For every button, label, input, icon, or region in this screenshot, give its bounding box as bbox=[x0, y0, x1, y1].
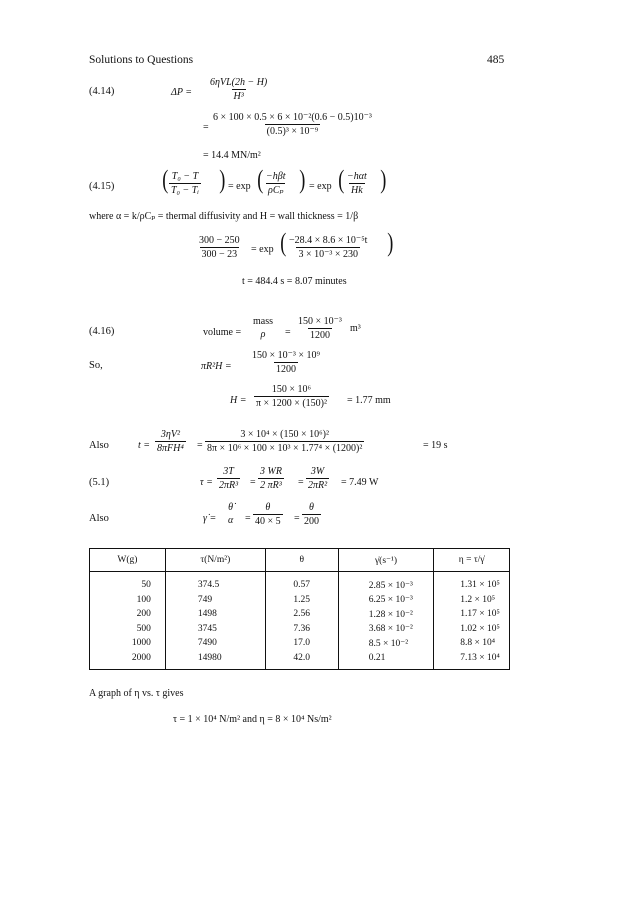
denominator: 2πR² bbox=[308, 480, 328, 491]
equals-sign: = bbox=[245, 513, 251, 524]
cell-gamma: 8.5 × 10⁻² bbox=[338, 636, 433, 651]
denominator: H³ bbox=[233, 91, 244, 102]
cell-w: 200 bbox=[90, 607, 166, 622]
numerator: T₀ − T bbox=[171, 171, 199, 182]
eq416-fraction-mass bbox=[251, 316, 275, 340]
denominator: 200 bbox=[304, 516, 319, 527]
equals-sign: = bbox=[298, 477, 304, 488]
numerator: 3 × 10⁴ × (150 × 10⁶)² bbox=[240, 429, 329, 440]
cell-gamma: 6.25 × 10⁻³ bbox=[338, 593, 433, 608]
header-theta: θ bbox=[265, 549, 338, 572]
left-paren: ( bbox=[338, 165, 345, 194]
numerator: 300 − 250 bbox=[199, 235, 240, 246]
denominator: ρCₚ bbox=[268, 185, 284, 196]
right-paren: ) bbox=[299, 165, 306, 194]
eq415-fraction-b bbox=[264, 171, 288, 196]
eq414-fraction-1 bbox=[208, 77, 269, 102]
cell-w: 1000 bbox=[90, 636, 166, 651]
data-table bbox=[89, 548, 510, 670]
right-paren: ) bbox=[219, 165, 226, 194]
numerator: θ bbox=[309, 502, 314, 513]
tau-result: = 7.49 W bbox=[341, 477, 379, 488]
eq416-fraction-pi bbox=[250, 350, 322, 375]
cell-w: 500 bbox=[90, 622, 166, 637]
right-paren: ) bbox=[387, 228, 394, 257]
eq414-fraction-2 bbox=[211, 112, 374, 137]
denominator: π × 1200 × (150)² bbox=[256, 398, 327, 409]
eq51-fraction-i bbox=[302, 502, 321, 527]
table-row bbox=[90, 636, 510, 651]
also-word-2: Also bbox=[89, 513, 109, 524]
cell-eta: 7.13 × 10⁴ bbox=[434, 651, 510, 670]
delta-p-lhs: ΔP = bbox=[171, 87, 193, 98]
table-row bbox=[90, 593, 510, 608]
t-result: = 19 s bbox=[423, 440, 448, 451]
numerator: θ bbox=[265, 502, 271, 513]
volume-lhs: volume = bbox=[203, 327, 242, 338]
denominator: α bbox=[228, 515, 234, 526]
numerator: 3ηV² bbox=[160, 429, 180, 440]
cell-tau: 7490 bbox=[165, 636, 265, 651]
eq415-fraction-e bbox=[287, 235, 369, 260]
cell-theta: 1.25 bbox=[265, 593, 338, 608]
denominator: 2 πR³ bbox=[260, 480, 282, 491]
eq416-fraction-t1 bbox=[155, 429, 186, 454]
denominator: 8π × 10⁶ × 100 × 10³ × 1.77⁴ × (1200)² bbox=[207, 443, 363, 454]
table-row bbox=[90, 572, 510, 593]
cell-eta: 1.31 × 10⁵ bbox=[434, 572, 510, 593]
denominator: Hk bbox=[351, 185, 363, 196]
volume-unit: m³ bbox=[350, 323, 361, 334]
cell-theta: 2.56 bbox=[265, 607, 338, 622]
where-definition: α = k/ρCₚ = thermal diffusivity and H = wall thickness = 1/β bbox=[115, 211, 359, 222]
numerator: −hαt bbox=[347, 171, 367, 182]
numerator: θ̇ bbox=[228, 502, 234, 513]
exp-operator: = exp bbox=[251, 244, 274, 255]
denominator: 1200 bbox=[276, 364, 297, 375]
cell-tau: 1498 bbox=[165, 607, 265, 622]
eq51-fraction-a bbox=[217, 466, 240, 491]
denominator: (0.5)³ × 10⁻⁹ bbox=[266, 126, 319, 137]
cell-tau: 749 bbox=[165, 593, 265, 608]
eq415-fraction-a bbox=[169, 171, 201, 196]
eq415-fraction-d bbox=[197, 235, 242, 260]
denominator: 3 × 10⁻³ × 230 bbox=[298, 249, 359, 260]
where-line bbox=[89, 212, 358, 222]
equals-sign: = bbox=[285, 327, 291, 338]
table-row bbox=[90, 607, 510, 622]
eq51-fraction-g bbox=[226, 502, 235, 526]
cell-theta: 7.36 bbox=[265, 622, 338, 637]
denominator: 1200 bbox=[309, 330, 330, 341]
cell-theta: 17.0 bbox=[265, 636, 338, 651]
cell-w: 50 bbox=[90, 572, 166, 593]
numerator: 6ηVL(2h − H) bbox=[210, 77, 268, 88]
numerator: 150 × 10⁶ bbox=[271, 384, 312, 395]
denominator: ρ bbox=[260, 329, 266, 340]
header-gamma-dot: γ̇(s⁻¹) bbox=[338, 549, 433, 572]
eq415-result: t = 484.4 s = 8.07 minutes bbox=[242, 276, 347, 287]
graph-text: A graph of η vs. τ gives bbox=[89, 688, 184, 699]
cell-theta: 42.0 bbox=[265, 651, 338, 670]
eq51-fraction-c bbox=[306, 466, 329, 491]
t-lhs: t = bbox=[138, 440, 151, 451]
left-paren: ( bbox=[257, 165, 264, 194]
eq-label-5-1: (5.1) bbox=[89, 477, 110, 488]
numerator: 6 × 100 × 0.5 × 6 × 10⁻²(0.6 − 0.5)10⁻³ bbox=[213, 112, 372, 123]
cell-gamma: 1.28 × 10⁻² bbox=[338, 607, 433, 622]
eq414-result: = 14.4 MN/m² bbox=[203, 150, 261, 161]
denominator: 40 × 5 bbox=[255, 516, 281, 527]
numerator: 150 × 10⁻³ bbox=[298, 316, 342, 327]
eq-label-4-16: (4.16) bbox=[89, 326, 115, 337]
eq415-fraction-c bbox=[345, 171, 369, 196]
header-tau: τ(N/m²) bbox=[165, 549, 265, 572]
numerator: −28.4 × 8.6 × 10⁻⁵t bbox=[289, 235, 368, 246]
cell-eta: 1.17 × 10⁵ bbox=[434, 607, 510, 622]
h-result: = 1.77 mm bbox=[347, 395, 391, 406]
cell-tau: 374.5 bbox=[165, 572, 265, 593]
numerator: mass bbox=[253, 316, 273, 327]
cell-eta: 1.02 × 10⁵ bbox=[434, 622, 510, 637]
denominator: 2πR³ bbox=[219, 480, 239, 491]
numerator: 3W bbox=[310, 466, 325, 477]
cell-eta: 8.8 × 10⁴ bbox=[434, 636, 510, 651]
denominator: 300 − 23 bbox=[201, 249, 238, 260]
cell-theta: 0.57 bbox=[265, 572, 338, 593]
exp-operator: = exp bbox=[228, 181, 251, 192]
right-paren: ) bbox=[380, 165, 387, 194]
pi-r2h-lhs: πR²H = bbox=[201, 361, 232, 372]
left-paren: ( bbox=[280, 228, 287, 257]
numerator: 3 WR bbox=[260, 466, 282, 477]
eq416-fraction-h bbox=[254, 384, 329, 409]
numerator: −hβt bbox=[266, 171, 286, 182]
h-lhs: H = bbox=[230, 395, 247, 406]
cell-w: 100 bbox=[90, 593, 166, 608]
running-title: Solutions to Questions bbox=[89, 54, 194, 66]
cell-gamma: 0.21 bbox=[338, 651, 433, 670]
header-eta: η = τ/γ̇ bbox=[434, 549, 510, 572]
cell-gamma: 2.85 × 10⁻³ bbox=[338, 572, 433, 593]
final-result: τ = 1 × 10⁴ N/m² and η = 8 × 10⁴ Ns/m² bbox=[173, 714, 332, 725]
numerator: 150 × 10⁻³ × 10⁹ bbox=[252, 350, 321, 361]
table-header-row bbox=[90, 549, 510, 572]
eq51-fraction-b bbox=[258, 466, 284, 491]
eq-label-4-14: (4.14) bbox=[89, 86, 115, 97]
tau-lhs: τ = bbox=[200, 477, 213, 488]
exp-operator: = exp bbox=[309, 181, 332, 192]
left-paren: ( bbox=[162, 165, 169, 194]
eq416-fraction-volume bbox=[296, 316, 344, 341]
page-number: 485 bbox=[487, 54, 505, 66]
equals-sign: = bbox=[250, 477, 256, 488]
where-word: where bbox=[89, 211, 114, 222]
cell-tau: 3745 bbox=[165, 622, 265, 637]
equals-sign: = bbox=[294, 513, 300, 524]
table-row bbox=[90, 622, 510, 637]
cell-eta: 1.2 × 10⁵ bbox=[434, 593, 510, 608]
equals-sign: = bbox=[197, 440, 203, 451]
equals-sign: = bbox=[203, 122, 209, 133]
gamma-lhs: γ̇ = bbox=[203, 513, 217, 524]
cell-tau: 14980 bbox=[165, 651, 265, 670]
eq416-fraction-t2 bbox=[205, 429, 364, 454]
eq51-fraction-h bbox=[253, 502, 283, 527]
cell-w: 2000 bbox=[90, 651, 166, 670]
cell-gamma: 3.68 × 10⁻² bbox=[338, 622, 433, 637]
so-word: So, bbox=[89, 360, 103, 371]
eq-label-4-15: (4.15) bbox=[89, 181, 115, 192]
denominator: 8πFH⁴ bbox=[157, 443, 184, 454]
also-word-1: Also bbox=[89, 440, 109, 451]
denominator: T₀ − Tᵢ bbox=[171, 185, 199, 196]
numerator: 3T bbox=[223, 466, 234, 477]
table-row bbox=[90, 651, 510, 670]
header-w: W(g) bbox=[90, 549, 166, 572]
